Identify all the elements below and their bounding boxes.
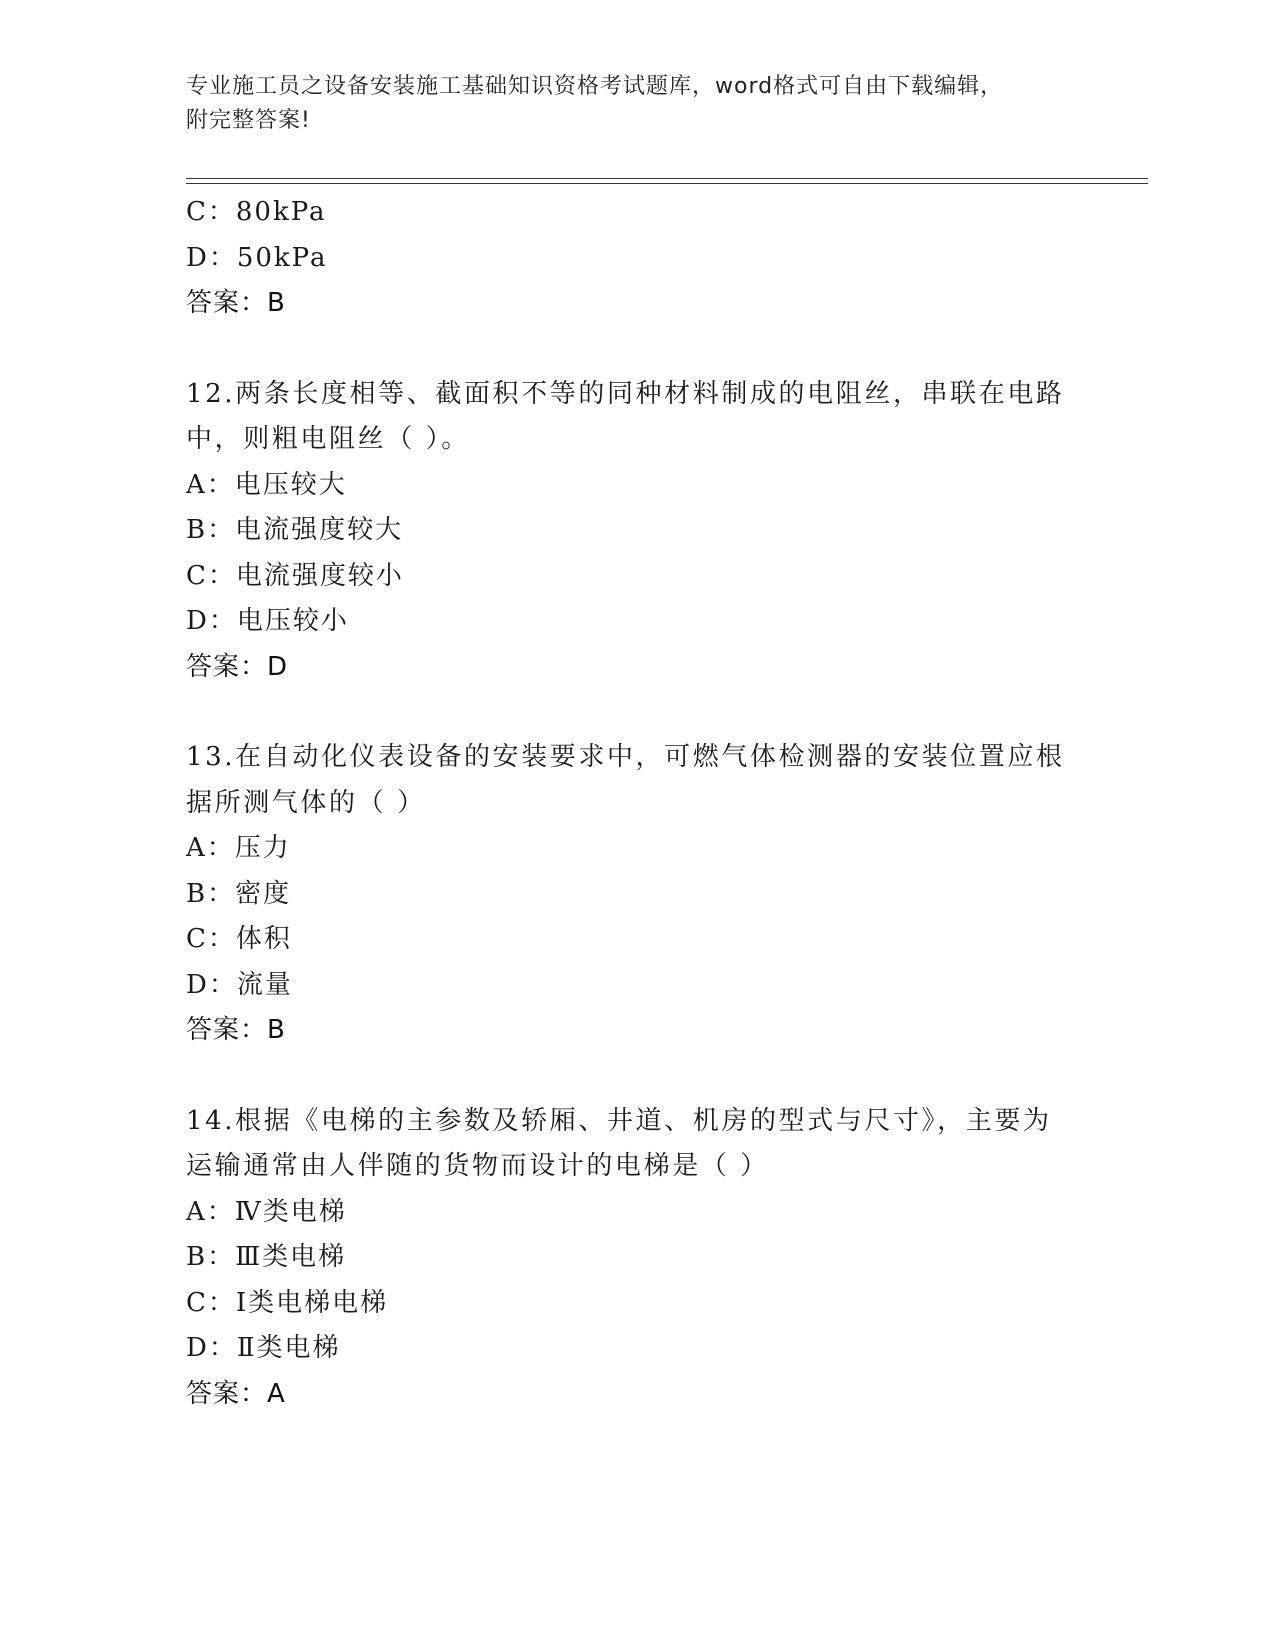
header-line-1: 专业施工员之设备安装施工基础知识资格考试题库，word格式可自由下载编辑，: [186, 74, 1004, 99]
option-c: C：80kPa: [186, 197, 327, 227]
question-13: [186, 735, 1086, 1054]
header-divider-bottom: [186, 183, 1148, 184]
header-divider-top: [186, 178, 1148, 179]
question-stem-line-1: 13.在自动化仪表设备的安装要求中，可燃气体检测器的安装位置应根: [186, 742, 1065, 772]
question-stem-line-2: 中，则粗电阻丝（ ）。: [186, 424, 470, 454]
option-d: D：50kPa: [186, 242, 328, 273]
option-c: C：电流强度较小: [186, 560, 404, 591]
document-header: [186, 70, 1086, 138]
option-a: A：压力: [186, 833, 291, 863]
answer-line: 答案：A: [186, 1378, 286, 1409]
option-b: B：密度: [186, 878, 292, 909]
question-stem-line-1: 14.根据《电梯的主参数及轿厢、井道、机房的型式与尺寸》，主要为: [186, 1105, 1052, 1136]
option-a: A：Ⅳ类电梯: [186, 1196, 347, 1227]
answer-line: 答案：B: [186, 288, 286, 318]
option-d: D：Ⅱ类电梯: [186, 1333, 341, 1363]
question-14: [186, 1099, 1086, 1418]
answer-line: 答案：D: [186, 651, 289, 682]
option-c: C：Ⅰ类电梯电梯: [186, 1287, 389, 1318]
option-a: A：电压较大: [186, 469, 347, 500]
option-b: B：Ⅲ类电梯: [186, 1242, 347, 1272]
question-content: [186, 190, 1086, 1417]
option-c: C：体积: [186, 924, 292, 954]
question-11-tail: [186, 190, 1086, 327]
option-d: D：电压较小: [186, 606, 349, 636]
option-b: B：电流强度较大: [186, 515, 404, 545]
question-12: [186, 372, 1086, 691]
question-stem-line-2: 运输通常由人伴随的货物而设计的电梯是（ ）: [186, 1151, 769, 1181]
question-stem-line-2: 据所测气体的（ ）: [186, 787, 426, 818]
option-d: D：流量: [186, 969, 293, 1000]
header-line-2: 附完整答案!: [186, 108, 311, 133]
answer-line: 答案：B: [186, 1015, 286, 1045]
question-stem-line-1: 12.两条长度相等、截面积不等的同种材料制成的电阻丝，串联在电路: [186, 378, 1065, 409]
